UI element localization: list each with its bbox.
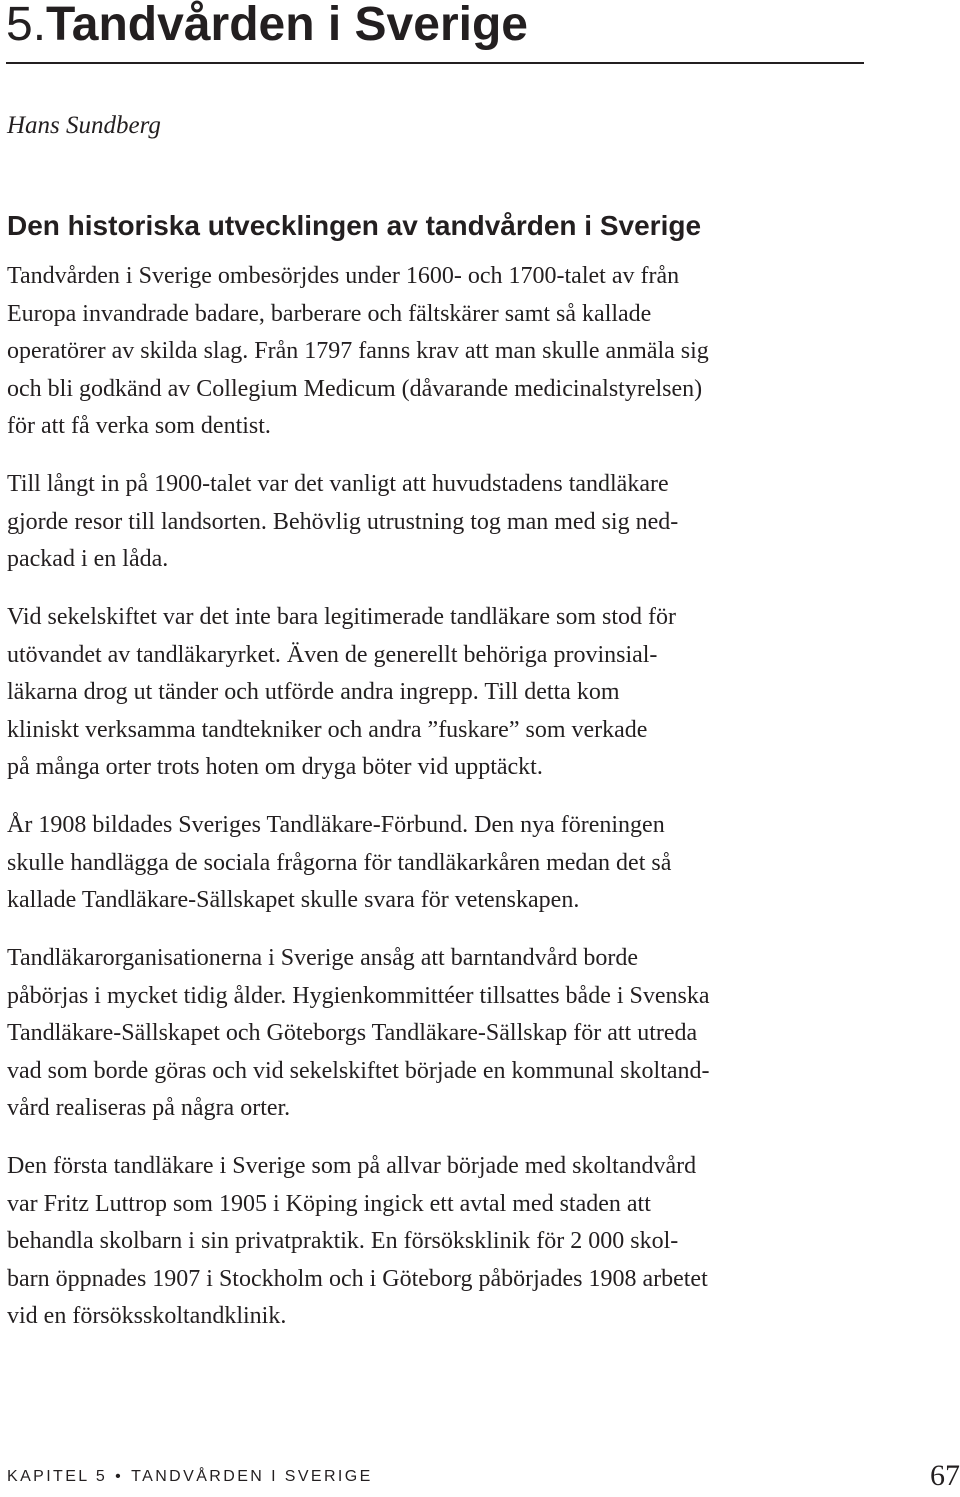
paragraph-line: Vid sekelskiftet var det inte bara legitimerade tandläkare som stod för <box>7 604 676 630</box>
chapter-title: Tandvården i Sverige <box>46 0 528 51</box>
paragraph-5 <box>7 940 887 1128</box>
section-heading: Den historiska utvecklingen av tandvården i Sverige <box>7 210 702 241</box>
paragraph-line: Den första tandläkare i Sverige som på allvar började med skoltandvård <box>7 1153 697 1179</box>
paragraph-1 <box>7 258 887 446</box>
paragraph-line: läkarna drog ut tänder och utförde andra ingrepp. Till detta kom <box>7 679 620 705</box>
paragraph-line: Till långt in på 1900-talet var det vanligt att huvudstadens tandläkare <box>7 471 669 497</box>
paragraph-line: vid en försöksskoltandklinik. <box>7 1303 287 1329</box>
paragraph-line: barn öppnades 1907 i Stockholm och i Göteborg påbörjades 1908 arbetet <box>7 1265 708 1292</box>
paragraph-line: var Fritz Luttrop som 1905 i Köping ingick ett avtal med staden att <box>7 1190 651 1217</box>
paragraph-line: skulle handlägga de sociala frågorna för tandläkarkåren medan det så <box>7 849 672 876</box>
footer-separator: • <box>115 1468 124 1485</box>
paragraph-line: gjorde resor till landsorten. Behövlig utrustning tog man med sig ned- <box>7 508 679 535</box>
running-footer <box>7 1466 373 1488</box>
paragraph-line: påbörjas i mycket tidig ålder. Hygienkommittéer tillsattes både i Svenska <box>7 982 710 1009</box>
paragraph-line: kliniskt verksamma tandtekniker och andra ”fuskare” som verkade <box>7 716 648 743</box>
paragraph-line: Tandvården i Sverige ombesörjdes under 1600- och 1700-talet av från <box>7 263 680 289</box>
paragraph-line: Europa invandrade badare, barberare och fältskärer samt så kallade <box>7 300 652 327</box>
paragraph-line: på många orter trots hoten om dryga böter vid upptäckt. <box>7 754 543 780</box>
paragraph-4 <box>7 807 887 920</box>
paragraph-line: Tandläkarorganisationerna i Sverige ansåg att barntandvård borde <box>7 945 638 971</box>
paragraph-line: operatörer av skilda slag. Från 1797 fanns krav att man skulle anmäla sig <box>7 338 709 364</box>
paragraph-line: för att få verka som dentist. <box>7 413 271 439</box>
paragraph-6 <box>7 1148 887 1336</box>
paragraph-line: behandla skolbarn i sin privatpraktik. En försöksklinik för 2 000 skol- <box>7 1228 679 1254</box>
chapter-number: 5. <box>6 0 47 51</box>
author-name: Hans Sundberg <box>7 112 161 139</box>
page-number: 67 <box>930 1459 960 1492</box>
paragraph-line: Tandläkare-Sällskapet och Göteborgs Tandläkare-Sällskap för att utreda <box>7 1020 698 1046</box>
chapter-header <box>6 0 864 64</box>
paragraph-line: kallade Tandläkare-Sällskapet skulle svara för vetenskapen. <box>7 887 580 913</box>
footer-chapter-title: TANDVÅRDEN I SVERIGE <box>131 1468 373 1485</box>
paragraph-line: År 1908 bildades Sveriges Tandläkare-Förbund. Den nya föreningen <box>7 812 665 838</box>
paragraph-2 <box>7 466 887 579</box>
footer-chapter-label: KAPITEL 5 <box>7 1468 108 1485</box>
paragraph-line: och bli godkänd av Collegium Medicum (dåvarande medicinalstyrelsen) <box>7 375 703 402</box>
paragraph-3 <box>7 599 887 787</box>
paragraph-line: vård realiseras på några orter. <box>7 1095 291 1121</box>
paragraph-line: utövandet av tandläkaryrket. Även de generellt behöriga provinsial- <box>7 641 658 668</box>
paragraph-line: vad som borde göras och vid sekelskiftet började en kommunal skoltand- <box>7 1057 710 1084</box>
paragraph-line: packad i en låda. <box>7 546 169 572</box>
